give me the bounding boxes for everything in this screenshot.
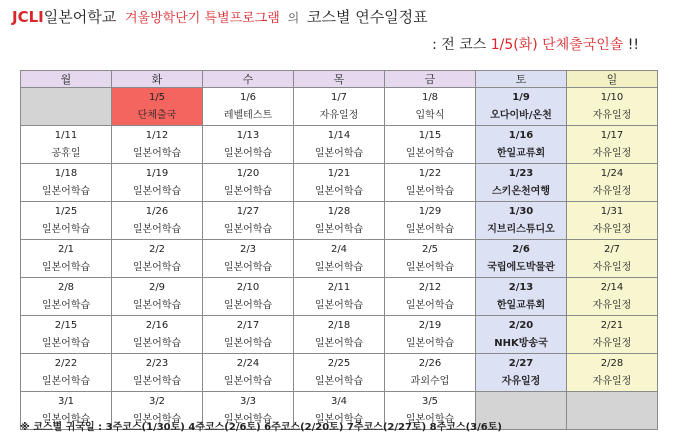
day-header-sun: 일 xyxy=(567,71,658,88)
date-label: 2/26 xyxy=(418,357,442,369)
day-cell xyxy=(476,88,567,126)
event-label: 일본어학습 xyxy=(223,261,273,273)
event-label: 일본어학습 xyxy=(314,337,364,349)
day-cell xyxy=(476,164,567,202)
day-cell xyxy=(567,278,658,316)
subtitle xyxy=(432,34,639,54)
date-label: 2/16 xyxy=(145,319,169,331)
date-label: 1/14 xyxy=(327,129,351,141)
schedule-title: 코스별 연수일정표 xyxy=(306,8,428,26)
day-cell xyxy=(294,354,385,392)
return-dates-note: ※ 코스별 귀국일 : 3주코스(1/30토) 4주코스(2/6토) 6주코스(2/20토) 7주코스(2/27토) 8주코스(3/6토) xyxy=(20,422,502,433)
day-cell xyxy=(385,164,476,202)
day-cell xyxy=(567,126,658,164)
date-label: 2/10 xyxy=(236,281,260,293)
date-label: 1/7 xyxy=(330,91,348,103)
day-cell xyxy=(476,354,567,392)
event-label: 일본어학습 xyxy=(223,337,273,349)
event-label: 일본어학습 xyxy=(223,147,273,159)
date-label: 1/15 xyxy=(418,129,442,141)
day-cell xyxy=(294,240,385,278)
day-cell xyxy=(294,126,385,164)
day-cell xyxy=(203,164,294,202)
day-cell xyxy=(112,202,203,240)
date-label: 2/5 xyxy=(421,243,439,255)
event-label: 일본어학습 xyxy=(223,375,273,387)
day-cell xyxy=(112,164,203,202)
event-label: 일본어학습 xyxy=(132,337,182,349)
day-cell xyxy=(21,88,112,126)
event-label: 스키온천여행 xyxy=(492,185,550,197)
event-label: 일본어학습 xyxy=(405,413,455,425)
day-cell xyxy=(203,240,294,278)
day-header-fri: 금 xyxy=(385,71,476,88)
event-label: 자유일정 xyxy=(501,375,541,387)
event-label: 공휴일 xyxy=(51,147,81,159)
day-cell xyxy=(476,202,567,240)
day-cell xyxy=(21,354,112,392)
day-cell xyxy=(203,354,294,392)
event-label: 일본어학습 xyxy=(314,261,364,273)
event-label: 일본어학습 xyxy=(132,261,182,273)
day-cell xyxy=(203,126,294,164)
event-label: 자유일정 xyxy=(319,109,359,121)
day-cell xyxy=(203,316,294,354)
date-label: 1/6 xyxy=(239,91,257,103)
event-label: 과외수업 xyxy=(410,375,450,387)
day-cell xyxy=(112,316,203,354)
event-label: 일본어학습 xyxy=(132,185,182,197)
event-label: 일본어학습 xyxy=(132,375,182,387)
event-label: 한일교류회 xyxy=(496,147,546,159)
page-title xyxy=(12,6,428,27)
day-cell xyxy=(21,240,112,278)
event-label: 일본어학습 xyxy=(314,223,364,235)
title-particle: 의 xyxy=(287,11,300,25)
day-header-mon: 월 xyxy=(21,71,112,88)
date-label: 2/9 xyxy=(148,281,166,293)
day-cell xyxy=(112,88,203,126)
day-cell xyxy=(385,316,476,354)
event-label: 국립에도박물관 xyxy=(487,261,555,273)
event-label: 자유일정 xyxy=(592,299,632,311)
day-cell xyxy=(476,316,567,354)
date-label: 1/20 xyxy=(236,167,260,179)
event-label: NHK방송국 xyxy=(494,337,548,349)
event-label: 일본어학습 xyxy=(314,375,364,387)
event-label: 일본어학습 xyxy=(132,299,182,311)
week-row xyxy=(21,278,658,316)
day-cell xyxy=(385,278,476,316)
event-label: 일본어학습 xyxy=(41,261,91,273)
event-label: 입학식 xyxy=(415,109,445,121)
date-label: 2/14 xyxy=(600,281,624,293)
event-label: 일본어학습 xyxy=(405,299,455,311)
event-label: 일본어학습 xyxy=(132,223,182,235)
date-label: 3/1 xyxy=(57,395,75,407)
day-cell xyxy=(203,202,294,240)
date-label: 1/18 xyxy=(54,167,78,179)
event-label: 일본어학습 xyxy=(132,147,182,159)
event-label: 일본어학습 xyxy=(41,185,91,197)
event-label: 일본어학습 xyxy=(314,185,364,197)
date-label: 1/5 xyxy=(148,91,166,103)
schedule-table xyxy=(20,70,658,430)
date-label: 1/27 xyxy=(236,205,260,217)
day-cell xyxy=(476,126,567,164)
date-label: 2/12 xyxy=(418,281,442,293)
day-cell xyxy=(294,316,385,354)
day-cell xyxy=(112,354,203,392)
event-label: 일본어학습 xyxy=(405,261,455,273)
date-label: 1/10 xyxy=(600,91,624,103)
date-label: 1/28 xyxy=(327,205,351,217)
date-label: 2/1 xyxy=(57,243,75,255)
day-cell xyxy=(21,164,112,202)
subtitle-suffix: !! xyxy=(623,37,639,53)
event-label: 일본어학습 xyxy=(41,337,91,349)
event-label: 자유일정 xyxy=(592,147,632,159)
date-label: 1/31 xyxy=(600,205,624,217)
day-cell xyxy=(112,278,203,316)
date-label: 1/9 xyxy=(512,91,530,103)
date-label: 2/6 xyxy=(512,243,530,255)
date-label: 2/11 xyxy=(327,281,351,293)
date-label: 2/2 xyxy=(148,243,166,255)
event-label: 일본어학습 xyxy=(405,147,455,159)
week-row xyxy=(21,126,658,164)
event-label: 일본어학습 xyxy=(41,223,91,235)
date-label: 2/24 xyxy=(236,357,260,369)
date-label: 1/21 xyxy=(327,167,351,179)
day-cell xyxy=(21,126,112,164)
subtitle-highlight: 1/5(화) 단체출국인솔 xyxy=(490,37,624,53)
date-label: 2/23 xyxy=(145,357,169,369)
day-cell xyxy=(112,240,203,278)
date-label: 3/3 xyxy=(239,395,257,407)
day-cell xyxy=(294,278,385,316)
day-cell xyxy=(567,240,658,278)
event-label: 일본어학습 xyxy=(314,147,364,159)
event-label: 일본어학습 xyxy=(314,413,364,425)
date-label: 3/5 xyxy=(421,395,439,407)
date-label: 2/8 xyxy=(57,281,75,293)
day-cell xyxy=(385,240,476,278)
date-label: 2/3 xyxy=(239,243,257,255)
event-label: 일본어학습 xyxy=(405,223,455,235)
date-label: 1/19 xyxy=(145,167,169,179)
date-label: 1/17 xyxy=(600,129,624,141)
event-label: 일본어학습 xyxy=(223,223,273,235)
day-cell xyxy=(385,88,476,126)
day-header-sat: 토 xyxy=(476,71,567,88)
day-cell xyxy=(567,354,658,392)
day-cell xyxy=(203,278,294,316)
date-label: 2/20 xyxy=(508,319,534,331)
day-cell xyxy=(21,278,112,316)
date-label: 3/4 xyxy=(330,395,348,407)
date-label: 1/11 xyxy=(54,129,78,141)
brand-name: JCLI xyxy=(12,8,44,26)
day-cell xyxy=(567,164,658,202)
date-label: 1/29 xyxy=(418,205,442,217)
day-cell xyxy=(203,88,294,126)
date-label: 1/16 xyxy=(508,129,534,141)
week-row xyxy=(21,354,658,392)
event-label: 자유일정 xyxy=(592,337,632,349)
date-label: 2/21 xyxy=(600,319,624,331)
event-label: 레벨테스트 xyxy=(223,109,273,121)
day-cell xyxy=(385,354,476,392)
day-cell xyxy=(385,126,476,164)
event-label: 일본어학습 xyxy=(132,413,182,425)
date-label: 2/25 xyxy=(327,357,351,369)
date-label: 1/24 xyxy=(600,167,624,179)
day-cell xyxy=(294,88,385,126)
date-label: 1/25 xyxy=(54,205,78,217)
event-label: 일본어학습 xyxy=(405,337,455,349)
day-header-tue: 화 xyxy=(112,71,203,88)
week-row xyxy=(21,88,658,126)
day-header-thu: 목 xyxy=(294,71,385,88)
week-row xyxy=(21,240,658,278)
event-label: 지브리스튜디오 xyxy=(487,223,555,235)
date-label: 1/22 xyxy=(418,167,442,179)
date-label: 1/26 xyxy=(145,205,169,217)
date-label: 1/12 xyxy=(145,129,169,141)
event-label: 일본어학습 xyxy=(314,299,364,311)
day-header-wed: 수 xyxy=(203,71,294,88)
event-label: 자유일정 xyxy=(592,261,632,273)
event-label: 오다이바/온천 xyxy=(490,109,552,121)
date-label: 2/4 xyxy=(330,243,348,255)
event-label: 자유일정 xyxy=(592,185,632,197)
school-name: 일본어학교 xyxy=(43,8,117,26)
schedule-body xyxy=(21,88,658,430)
date-label: 2/22 xyxy=(54,357,78,369)
event-label: 단체출국 xyxy=(137,109,177,121)
event-label: 일본어학습 xyxy=(405,185,455,197)
event-label: 일본어학습 xyxy=(41,375,91,387)
date-label: 2/27 xyxy=(508,357,534,369)
date-label: 1/23 xyxy=(508,167,534,179)
date-label: 2/19 xyxy=(418,319,442,331)
date-label: 1/30 xyxy=(508,205,534,217)
day-cell xyxy=(476,278,567,316)
day-cell xyxy=(21,316,112,354)
subtitle-prefix: : 전 코스 xyxy=(432,37,491,53)
weekday-header-row xyxy=(21,71,658,88)
day-cell xyxy=(476,240,567,278)
day-cell xyxy=(385,202,476,240)
day-cell xyxy=(567,88,658,126)
date-label: 2/28 xyxy=(600,357,624,369)
week-row xyxy=(21,164,658,202)
event-label: 자유일정 xyxy=(592,109,632,121)
week-row xyxy=(21,316,658,354)
program-name: 겨울방학단기 특별프로그램 xyxy=(124,11,280,26)
date-label: 2/7 xyxy=(603,243,621,255)
date-label: 3/2 xyxy=(148,395,166,407)
day-cell xyxy=(294,202,385,240)
date-label: 2/13 xyxy=(508,281,534,293)
date-label: 1/8 xyxy=(421,91,439,103)
date-label: 2/15 xyxy=(54,319,78,331)
day-cell xyxy=(567,202,658,240)
day-cell xyxy=(294,164,385,202)
day-cell xyxy=(112,126,203,164)
day-cell xyxy=(567,316,658,354)
date-label: 1/13 xyxy=(236,129,260,141)
event-label: 일본어학습 xyxy=(223,299,273,311)
day-cell xyxy=(21,202,112,240)
event-label: 한일교류회 xyxy=(496,299,546,311)
event-label: 일본어학습 xyxy=(41,413,91,425)
event-label: 자유일정 xyxy=(592,223,632,235)
day-cell xyxy=(567,392,658,430)
event-label: 일본어학습 xyxy=(223,185,273,197)
event-label: 일본어학습 xyxy=(41,299,91,311)
event-label: 일본어학습 xyxy=(223,413,273,425)
date-label: 2/17 xyxy=(236,319,260,331)
date-label: 2/18 xyxy=(327,319,351,331)
event-label: 자유일정 xyxy=(592,375,632,387)
week-row xyxy=(21,202,658,240)
